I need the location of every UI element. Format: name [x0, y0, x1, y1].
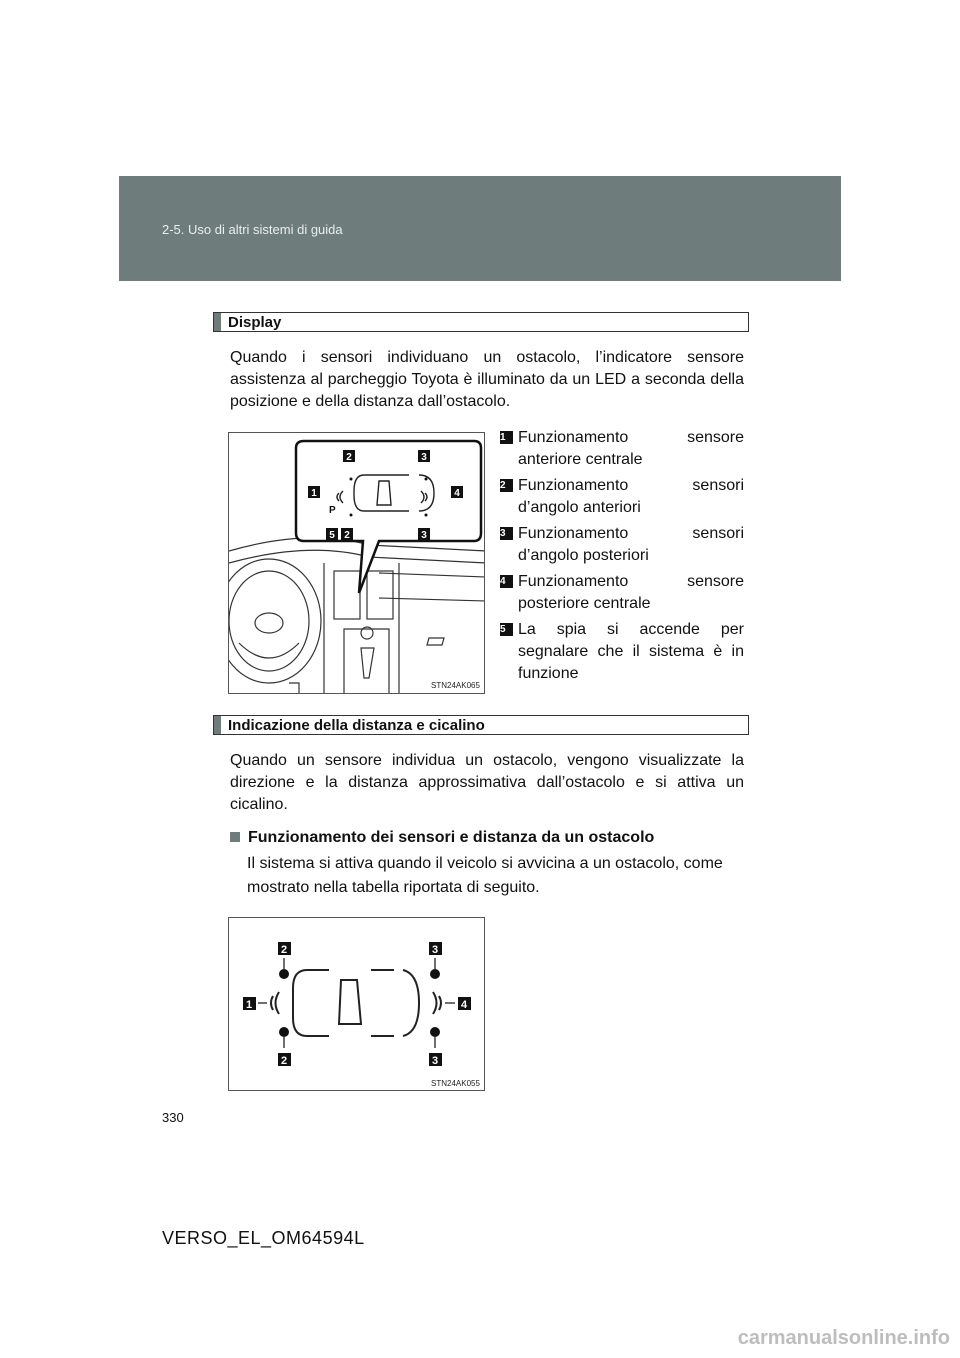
fig2-badge-2a: 2: [280, 944, 288, 956]
sub-paragraph: Il sistema si attiva quando il veicolo si avvicina a un ostacolo, come mostrato nella tabella riportata di seguito.: [247, 855, 723, 896]
legend-text: Funzionamento sensori d’angolo posteriori: [518, 525, 744, 564]
legend-item-1: [500, 427, 744, 471]
display-section-bar: [213, 312, 749, 332]
fig1-badge-2b: 2: [344, 530, 350, 541]
distance-paragraph: Quando un sensore individua un ostacolo, vengono visualizzate la direzione e la distanza approssimativa dall’ostacolo e si attiva un cicalino.: [230, 752, 744, 813]
distance-section-bar: [213, 715, 749, 735]
sensor-figure: [228, 917, 485, 1091]
legend-list: [500, 427, 744, 689]
legend-badge: 4: [500, 575, 513, 588]
legend-item-3: [500, 523, 744, 567]
fig1-badge-2a: 2: [346, 452, 352, 463]
parking-p-label: P: [329, 505, 336, 516]
section-tab: [214, 716, 221, 734]
fig2-badge-4: 4: [460, 999, 468, 1011]
display-paragraph: Quando i sensori individuano un ostacolo, l’indicatore sensore assistenza al parcheggio Toyota è illuminato da un LED a seconda della posizione e della distanza dall’ostacolo.: [230, 349, 744, 410]
display-section-title: Display: [228, 314, 282, 331]
legend-text: La spia si accende per segnalare che il sistema è in funzione: [518, 621, 744, 682]
distance-section-title: Indicazione della distanza e cicalino: [228, 717, 485, 734]
fig2-badge-3a: 3: [431, 944, 439, 956]
legend-item-5: [500, 619, 744, 685]
figure2-code: STN24AK055: [431, 1079, 480, 1088]
watermark: carmanualsonline.info: [737, 1327, 950, 1349]
footer-code: VERSO_EL_OM64594L: [162, 1228, 365, 1248]
dashboard-illustration: [229, 433, 485, 694]
fig2-badge-2b: 2: [280, 1055, 288, 1067]
legend-text: Funzionamento sensori d’angolo anteriori: [518, 477, 744, 516]
fig1-badge-1: 1: [311, 488, 317, 499]
fig1-badge-3a: 3: [421, 452, 427, 463]
legend-badge: 1: [500, 431, 513, 444]
fig1-badge-3b: 3: [421, 530, 427, 541]
fig1-badge-5: 5: [329, 530, 335, 541]
page-number: 330: [162, 1110, 184, 1125]
sensor-illustration: [229, 918, 485, 1091]
legend-item-4: [500, 571, 744, 615]
legend-badge: 2: [500, 479, 513, 492]
section-tab: [214, 313, 221, 331]
dashboard-figure: [228, 432, 485, 694]
legend-item-2: [500, 475, 744, 519]
bullet-square-icon: [230, 832, 240, 842]
legend-text: Funzionamento sensore anteriore centrale: [518, 429, 744, 468]
fig2-badge-3b: 3: [431, 1055, 439, 1067]
sub-heading-text: Funzionamento dei sensori e distanza da un ostacolo: [248, 829, 655, 846]
legend-badge: 3: [500, 527, 513, 540]
section-breadcrumb: 2-5. Uso di altri sistemi di guida: [162, 222, 343, 237]
fig2-badge-1: 1: [245, 999, 253, 1011]
sub-heading: [230, 829, 654, 847]
legend-badge: 5: [500, 623, 513, 636]
legend-text: Funzionamento sensore posteriore centrale: [518, 573, 744, 612]
figure1-code: STN24AK065: [431, 681, 480, 690]
fig1-badge-4: 4: [454, 488, 460, 499]
